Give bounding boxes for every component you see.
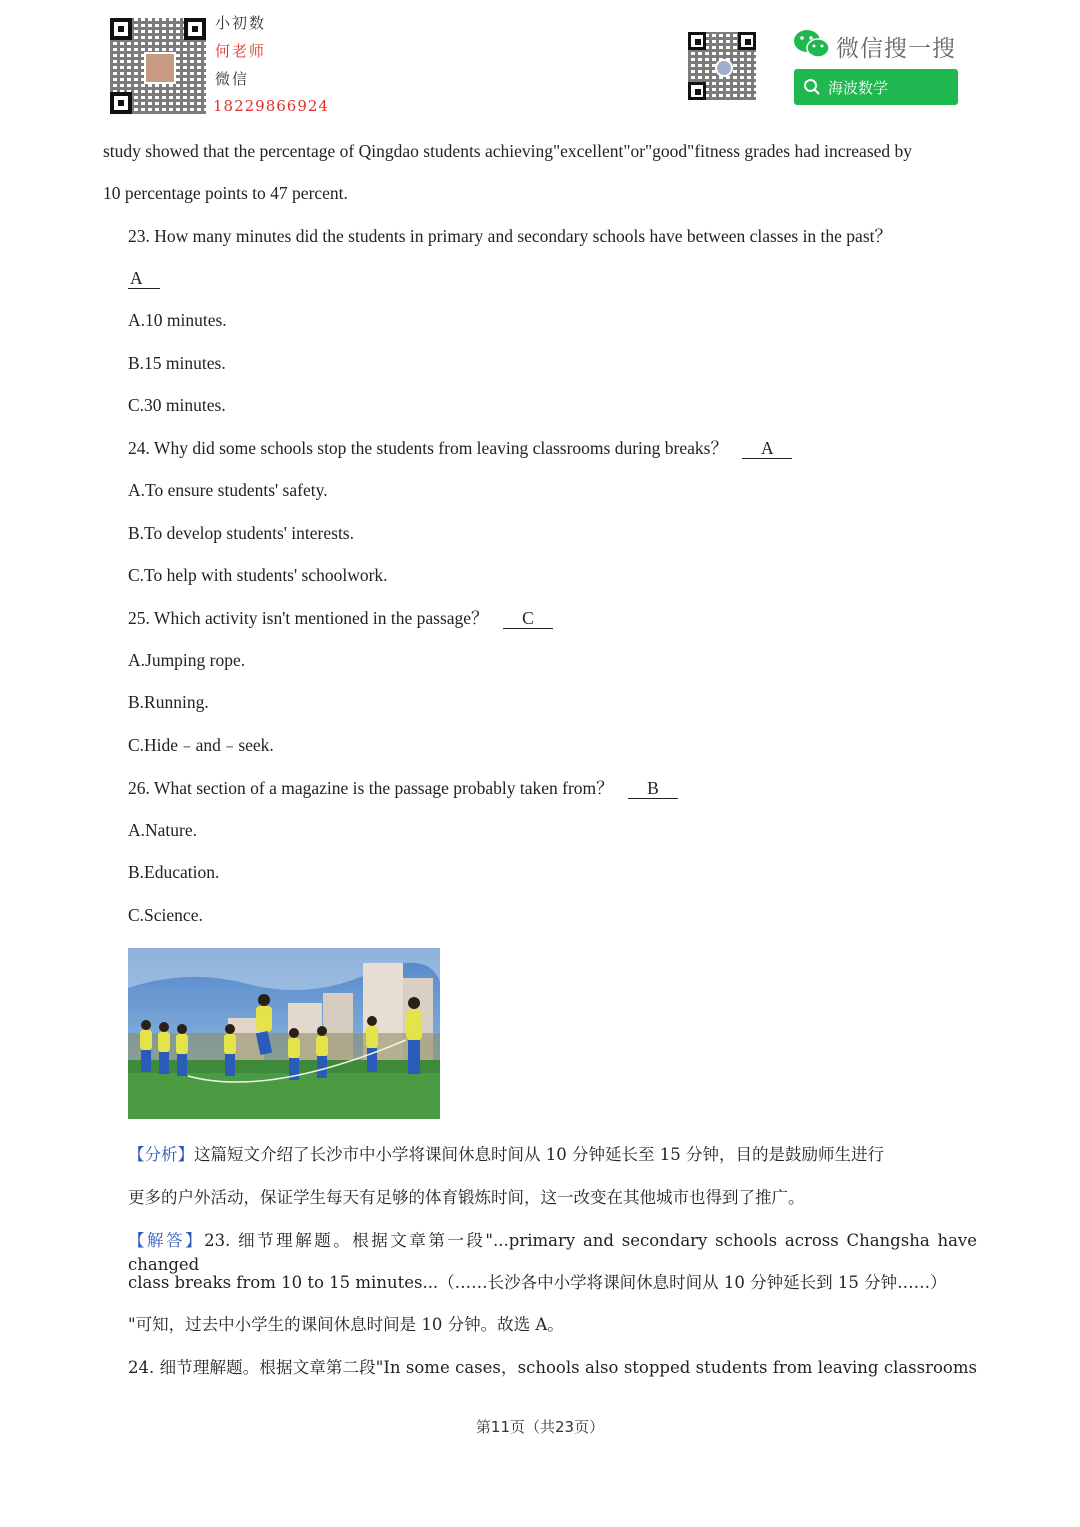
contact-phone: 18229866924 <box>213 97 329 115</box>
page-number: 第11页（共23页） <box>475 1418 605 1436</box>
option-25b: B.Running. <box>128 692 209 712</box>
option-23a: A.10 minutes. <box>128 310 227 330</box>
analysis-tag: 【分析】 <box>128 1145 194 1164</box>
analysis-line-2: 更多的户外活动，保证学生每天有足够的体育锻炼时间，这一改变在其他城市也得到了推广。 <box>128 1188 805 1207</box>
intro-line-1: study showed that the percentage of Qingdao students achieving"excellent"or"good"fitness grades had increased by <box>103 141 913 161</box>
question-25: 25. Which activity isn't mentioned in the passage？ C <box>128 606 553 630</box>
solution-tag: 【解答】 <box>128 1231 205 1250</box>
analysis-line-1: 【分析】这篇短文介绍了长沙市中小学将课间休息时间从 10 分钟延长至 15 分钟，目的是鼓励师生进行 <box>128 1145 884 1164</box>
search-icon <box>803 78 821 96</box>
qr-code-icon <box>110 18 206 114</box>
contact-line-2: 何老师 <box>215 42 267 60</box>
option-25a: A.Jumping rope. <box>128 650 246 670</box>
wechat-logo-icon <box>793 28 831 60</box>
answer-25: C <box>503 608 553 629</box>
contact-line-3: 微信 <box>215 70 250 88</box>
option-24b: B.To develop students' interests. <box>128 523 354 543</box>
option-24c: C.To help with students' schoolwork. <box>128 565 388 585</box>
contact-line-1: 小初数 <box>215 14 267 32</box>
answer-26: B <box>628 778 678 799</box>
avatar <box>144 52 176 84</box>
option-26c: C.Science. <box>128 905 203 925</box>
solution-line-4: 24. 细节理解题。根据文章第二段"In some cases，schools also stopped students from leaving classrooms <box>128 1358 977 1377</box>
answer-23: A <box>128 266 160 290</box>
question-24: 24. Why did some schools stop the students from leaving classrooms during breaks？ A <box>128 436 792 460</box>
intro-line-2: 10 percentage points to 47 percent. <box>103 183 348 203</box>
option-25c: C.Hide﹣and﹣seek. <box>128 735 274 755</box>
search-button[interactable] <box>794 69 958 105</box>
solution-line-1: 【解答】23. 细节理解题。根据文章第一段"...primary and secondary schools across Changsha have changed <box>128 1231 977 1274</box>
search-button-label: 海波数学 <box>828 79 889 97</box>
question-26: 26. What section of a magazine is the passage probably taken from？ B <box>128 776 678 800</box>
question-23: 23. How many minutes did the students in primary and secondary schools have between classes in the past？ <box>128 226 893 246</box>
option-23b: B.15 minutes. <box>128 353 226 373</box>
option-26b: B.Education. <box>128 862 220 882</box>
option-24a: A.To ensure students' safety. <box>128 480 328 500</box>
wechat-search-title: 微信搜一搜 <box>836 36 956 62</box>
solution-line-2: class breaks from 10 to 15 minutes...（……长沙各中小学将课间休息时间从 10 分钟延长到 15 分钟……） <box>128 1273 947 1292</box>
solution-line-3: "可知，过去中小学生的课间休息时间是 10 分钟。故选 A。 <box>128 1315 564 1334</box>
qr-code-icon <box>688 32 756 100</box>
answer-24: A <box>742 438 792 459</box>
option-23c: C.30 minutes. <box>128 395 226 415</box>
option-26a: A.Nature. <box>128 820 198 840</box>
students-jumping-rope-photo <box>128 948 440 1119</box>
